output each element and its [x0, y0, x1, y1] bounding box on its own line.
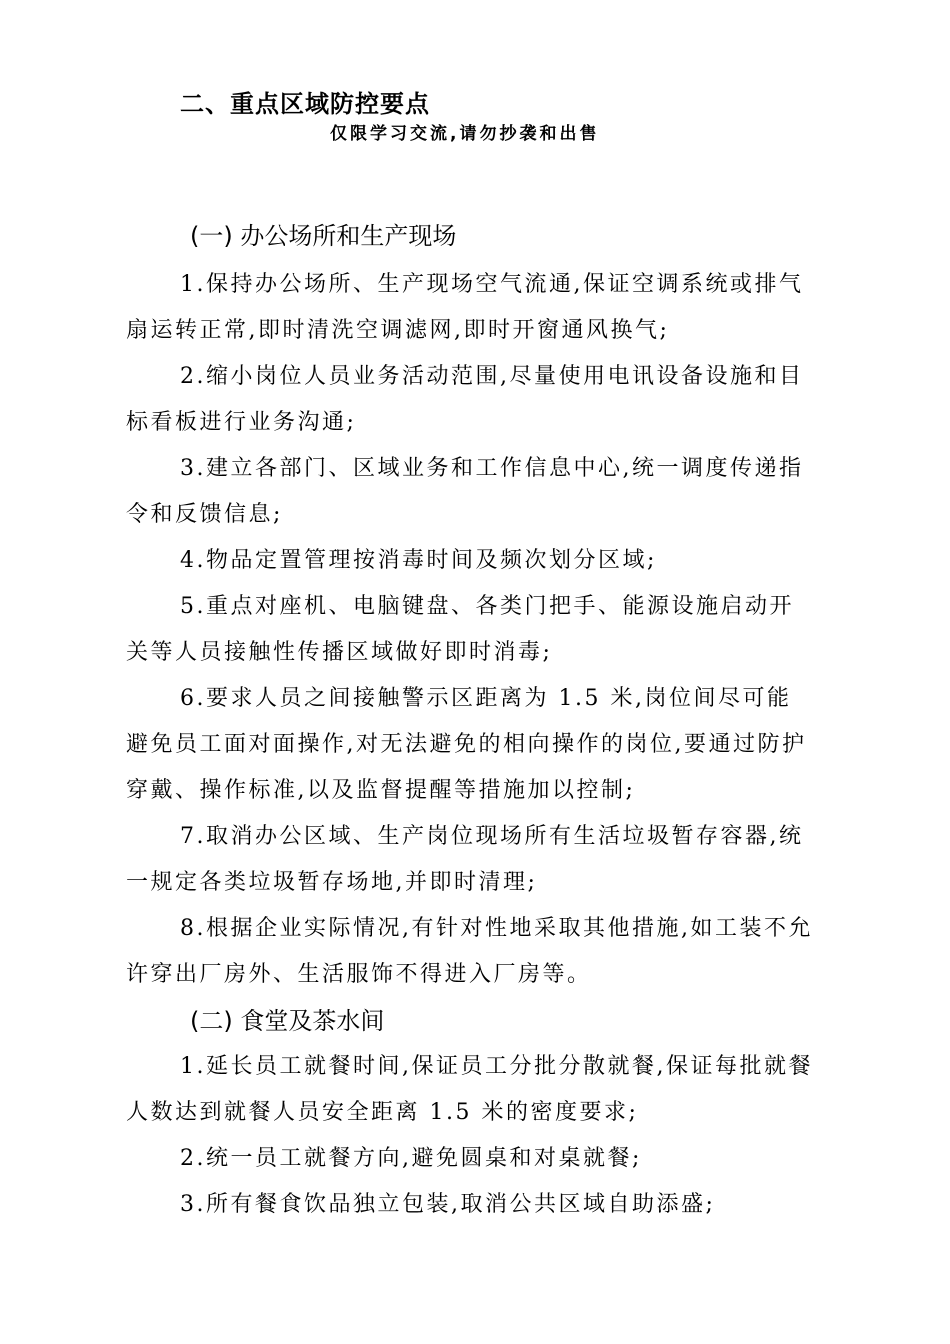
office-item-2: 2.缩小岗位人员业务活动范围,尽量使用电讯设备设施和目标看板进行业务沟通; [126, 364, 804, 435]
canteen-item-2: 2.统一员工就餐方向,避免圆桌和对桌就餐; [180, 1146, 642, 1171]
watermark-notice: 仅限学习交流,请勿抄袭和出售 [330, 124, 600, 144]
canteen-item-3: 3.所有餐食饮品独立包装,取消公共区域自助添盛; [180, 1192, 716, 1217]
section-title: 二、重点区域防控要点 [180, 89, 430, 118]
subheading-canteen: (二) 食堂及茶水间 [190, 1007, 385, 1035]
office-item-1: 1.保持办公场所、生产现场空气流通,保证空调系统或排气扇运转正常,即时清洗空调滤网,即时开窗通风换气; [126, 272, 804, 343]
office-item-7: 7.取消办公区域、生产岗位现场所有生活垃圾暂存容器,统一规定各类垃圾暂存场地,并即时清理; [126, 824, 804, 895]
office-item-5: 5.重点对座机、电脑键盘、各类门把手、能源设施启动开关等人员接触性传播区域做好即时消毒; [126, 594, 794, 665]
office-item-6: 6.要求人员之间接触警示区距离为 1.5 米,岗位间尽可能 避免员工面对面操作,对无法避免的相向操作的岗位,要通过防护穿戴、操作标准,以及监督提醒等措施加以控制; [126, 686, 807, 803]
office-item-4: 4.物品定置管理按消毒时间及频次划分区域; [180, 548, 657, 573]
canteen-item-1: 1.延长员工就餐时间,保证员工分批分散就餐,保证每批就餐人数达到就餐人员安全距离 1.5 米的密度要求; [126, 1054, 813, 1125]
subheading-office: (一) 办公场所和生产现场 [190, 222, 457, 250]
office-item-8: 8.根据企业实际情况,有针对性地采取其他措施,如工装不允许穿出厂房外、生活服饰不得进入厂房等。 [126, 916, 813, 987]
office-item-3: 3.建立各部门、区域业务和工作信息中心,统一调度传递指令和反馈信息; [126, 456, 804, 527]
